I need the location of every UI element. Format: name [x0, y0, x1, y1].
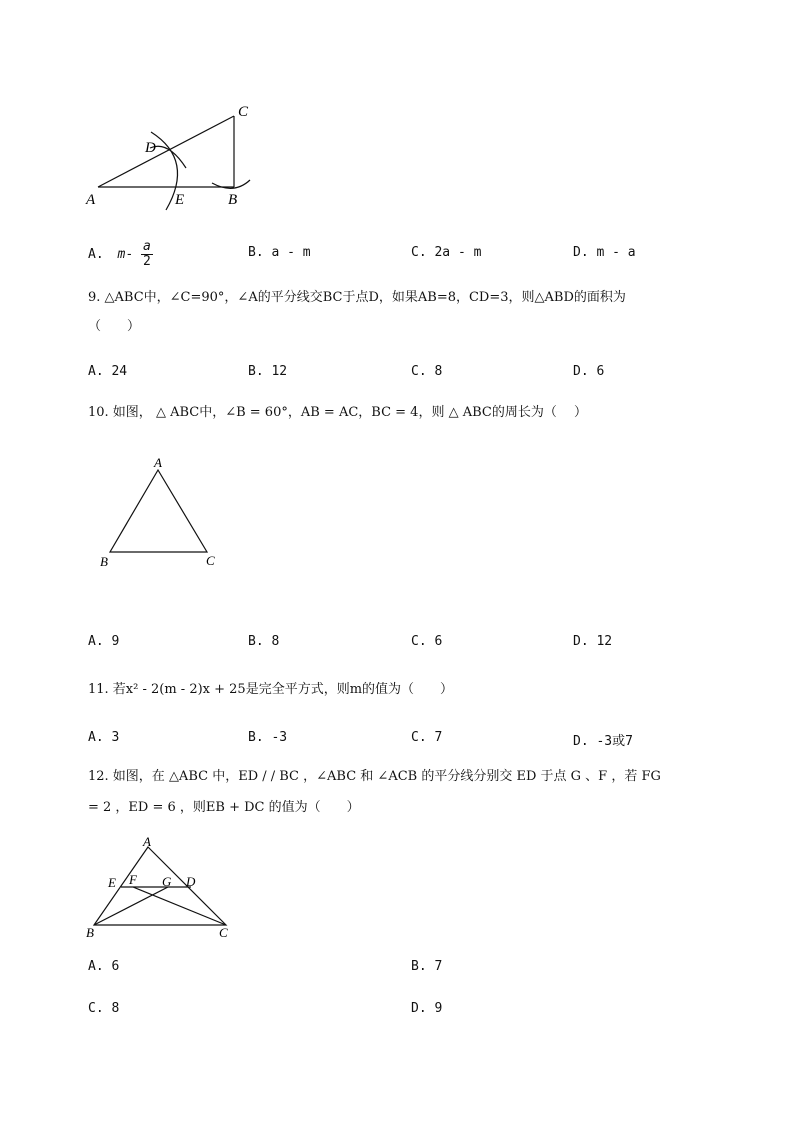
q9-option-c[interactable]: C. 8: [411, 364, 443, 379]
label-c: C: [206, 553, 215, 568]
label-f: F: [129, 872, 137, 887]
label-a: A: [154, 455, 162, 470]
q9-answer-paren: （ ）: [88, 319, 141, 334]
q12-stem-line-1: 12. 如图，在 △ABC 中，ED / / BC ，∠ABC 和 ∠ACB 的平分线分别交 ED 于点 G 、F ，若 FG: [88, 769, 661, 784]
label-a: A: [86, 192, 96, 208]
label-d: D: [145, 140, 156, 156]
q9-stem: 9. △ABC中，∠C=90°，∠A的平分线交BC于点D，如果AB=8，CD=3，则△ABD的面积为: [88, 290, 626, 305]
q12-option-d[interactable]: D. 9: [411, 1001, 443, 1016]
label-a: A: [143, 834, 151, 849]
fraction-denominator: 2: [142, 254, 151, 269]
q8-option-c[interactable]: C. 2a - m: [411, 245, 482, 260]
q11-option-d[interactable]: D. -3或7: [573, 734, 633, 749]
option-letter: A.: [88, 247, 104, 262]
q11-option-c[interactable]: C. 7: [411, 730, 443, 745]
q10-option-b[interactable]: B. 8: [248, 634, 280, 649]
label-b: B: [86, 925, 94, 940]
q10-option-d[interactable]: D. 12: [573, 634, 613, 649]
label-b: B: [228, 192, 238, 208]
q11-stem: 11. 若x² - 2(m - 2)x + 25是完全平方式，则m的值为（ ）: [88, 682, 454, 697]
label-b: B: [100, 554, 108, 569]
q9-option-a[interactable]: A. 24: [88, 364, 128, 379]
q12-option-a[interactable]: A. 6: [88, 959, 120, 974]
q12-option-b[interactable]: B. 7: [411, 959, 443, 974]
label-g: G: [162, 874, 172, 889]
q12-option-c[interactable]: C. 8: [88, 1001, 120, 1016]
q11-option-b[interactable]: B. -3: [248, 730, 288, 745]
fraction-numerator: a: [142, 239, 151, 254]
bisector-b-g: [94, 887, 168, 925]
q8-option-b[interactable]: B. a - m: [248, 245, 311, 260]
q10-stem: 10. 如图， △ ABC中，∠B = 60°，AB = AC，BC = 4，则 △ ABC的周长为（ ）: [88, 405, 587, 420]
q10-option-a[interactable]: A. 9: [88, 634, 120, 649]
label-e: E: [175, 192, 185, 208]
label-e: E: [108, 875, 116, 890]
label-d: D: [186, 874, 196, 889]
q10-option-c[interactable]: C. 6: [411, 634, 443, 649]
q11-option-a[interactable]: A. 3: [88, 730, 120, 745]
q12-stem-line-2: = 2 ，ED = 6 ，则EB + DC 的值为（ ）: [88, 800, 360, 815]
option-var-m: m: [117, 247, 126, 262]
q9-option-b[interactable]: B. 12: [248, 364, 288, 379]
label-c: C: [219, 925, 228, 940]
q8-option-d[interactable]: D. m - a: [573, 245, 636, 260]
q9-option-d[interactable]: D. 6: [573, 364, 605, 379]
bisector-c-f: [133, 887, 226, 925]
label-c: C: [238, 104, 249, 120]
option-minus: -: [125, 247, 134, 262]
